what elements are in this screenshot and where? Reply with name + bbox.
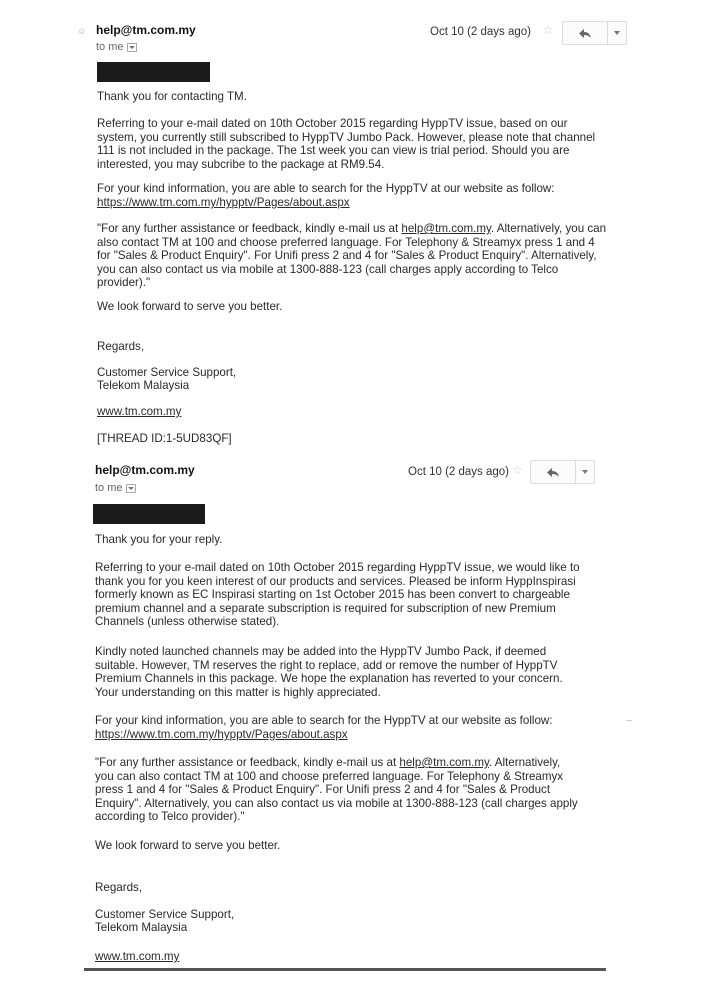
website-link[interactable]: www.tm.com.my	[97, 405, 182, 418]
redacted-recipient-name	[93, 504, 205, 524]
closing-line: We look forward to serve you better.	[95, 839, 281, 852]
body-paragraph: Referring to your e-mail dated on 10th October 2015 regarding HyppTV issue, based on our system, you currently still subscribed to HyppTV Jumbo Pack. However, please note that channel 111 is not included in the package. The 1st week you can view is trial period. Should you are interested, you may subcribe to the package at RM9.54.	[97, 117, 596, 171]
website-link[interactable]: www.tm.com.my	[95, 950, 180, 963]
signature-line-1: Customer Service Support,	[97, 366, 237, 379]
recipient-details-toggle[interactable]	[95, 482, 136, 496]
to-me-label: to me	[96, 41, 124, 53]
assistance-text-end: . Alternatively, you can also contact TM at 100 and choose preferred language. For Telephony & Streamyx press 1 and 4 for "Sales & Product Enquiry". For Unifi press 2 and 4 for "Sales & Product Enquiry". Alternatively, you can also contact us via mobile at 1300-888-123 (call charges apply according to Telco provider)."	[97, 222, 607, 290]
closing-line: We look forward to serve you better.	[97, 300, 283, 313]
star-icon[interactable]: ☆	[543, 23, 554, 37]
greeting: Thank you for contacting TM.	[97, 90, 247, 103]
sender-email[interactable]: help@tm.com.my	[95, 463, 195, 477]
info-intro: For your kind information, you are able to search for the HyppTV at our website as follow:	[95, 714, 553, 727]
bottom-divider	[84, 968, 606, 971]
scan-mark	[626, 720, 632, 721]
message-date: Oct 10 (2 days ago)	[408, 466, 509, 478]
to-me-label: to me	[95, 482, 123, 494]
assistance-paragraph	[95, 756, 580, 824]
info-intro: For your kind information, you are able to search for the HyppTV at our website as follow:	[97, 182, 555, 195]
body-paragraph-2: Kindly noted launched channels may be added into the HyppTV Jumbo Pack, if deemed suitable. However, TM reserves the right to replace, add or remove the number of HyppTV Premium Channels in this package. We hope the explanation has reverted to your concern. Your understanding on this matter is highly appreciated.	[95, 645, 563, 699]
chevron-down-icon[interactable]	[126, 484, 136, 493]
reply-arrow-icon	[546, 467, 560, 478]
body-paragraph-1: Referring to your e-mail dated on 10th October 2015 regarding HyppTV issue, we would like to thank you for you keen interest of our products and services. Pleased be inform HyppInspirasi formerly known as EC Inspirasi starting on 1st October 2015 has been convert to chargeable premium channel and a separate subscription is required for subscription of new Premium Channels (unless otherwise stated).	[95, 561, 580, 629]
greeting: Thank you for your reply.	[95, 533, 223, 546]
assistance-text-start: "For any further assistance or feedback, kindly e-mail us at	[97, 222, 402, 235]
hypptv-link[interactable]: https://www.tm.com.my/hypptv/Pages/about.aspx	[95, 728, 348, 741]
signature-line-2: Telekom Malaysia	[95, 921, 188, 934]
contact-icon: ☺	[77, 26, 87, 36]
more-options-button[interactable]	[576, 461, 594, 483]
reply-button[interactable]	[531, 461, 576, 483]
regards: Regards,	[95, 881, 143, 894]
star-icon[interactable]: ☆	[512, 463, 523, 477]
assistance-text-start: "For any further assistance or feedback, kindly e-mail us at	[95, 756, 400, 769]
reply-button-group	[530, 460, 595, 484]
regards: Regards,	[97, 340, 145, 353]
hypptv-link[interactable]: https://www.tm.com.my/hypptv/Pages/about.aspx	[97, 196, 350, 209]
signature-line-2: Telekom Malaysia	[97, 379, 190, 392]
signature-line-1: Customer Service Support,	[95, 908, 235, 921]
assistance-text-end: . Alternatively, you can also contact TM at 100 and choose preferred language. For Telephony & Streamyx press 1 and 4 for "Sales & Product Enquiry". For Unifi press 2 and 4 for "Sales & Product Enquiry". Alternatively, you can also contact us via mobile at 1300-888-123 (call charges apply according to Telco provider)."	[95, 756, 578, 824]
message-date: Oct 10 (2 days ago)	[430, 26, 531, 38]
sender-email[interactable]: help@tm.com.my	[96, 23, 196, 37]
thread-id: [THREAD ID:1-5UD83QF]	[97, 432, 232, 445]
help-email-link[interactable]: help@tm.com.my	[399, 756, 489, 769]
help-email-link[interactable]: help@tm.com.my	[401, 222, 491, 235]
